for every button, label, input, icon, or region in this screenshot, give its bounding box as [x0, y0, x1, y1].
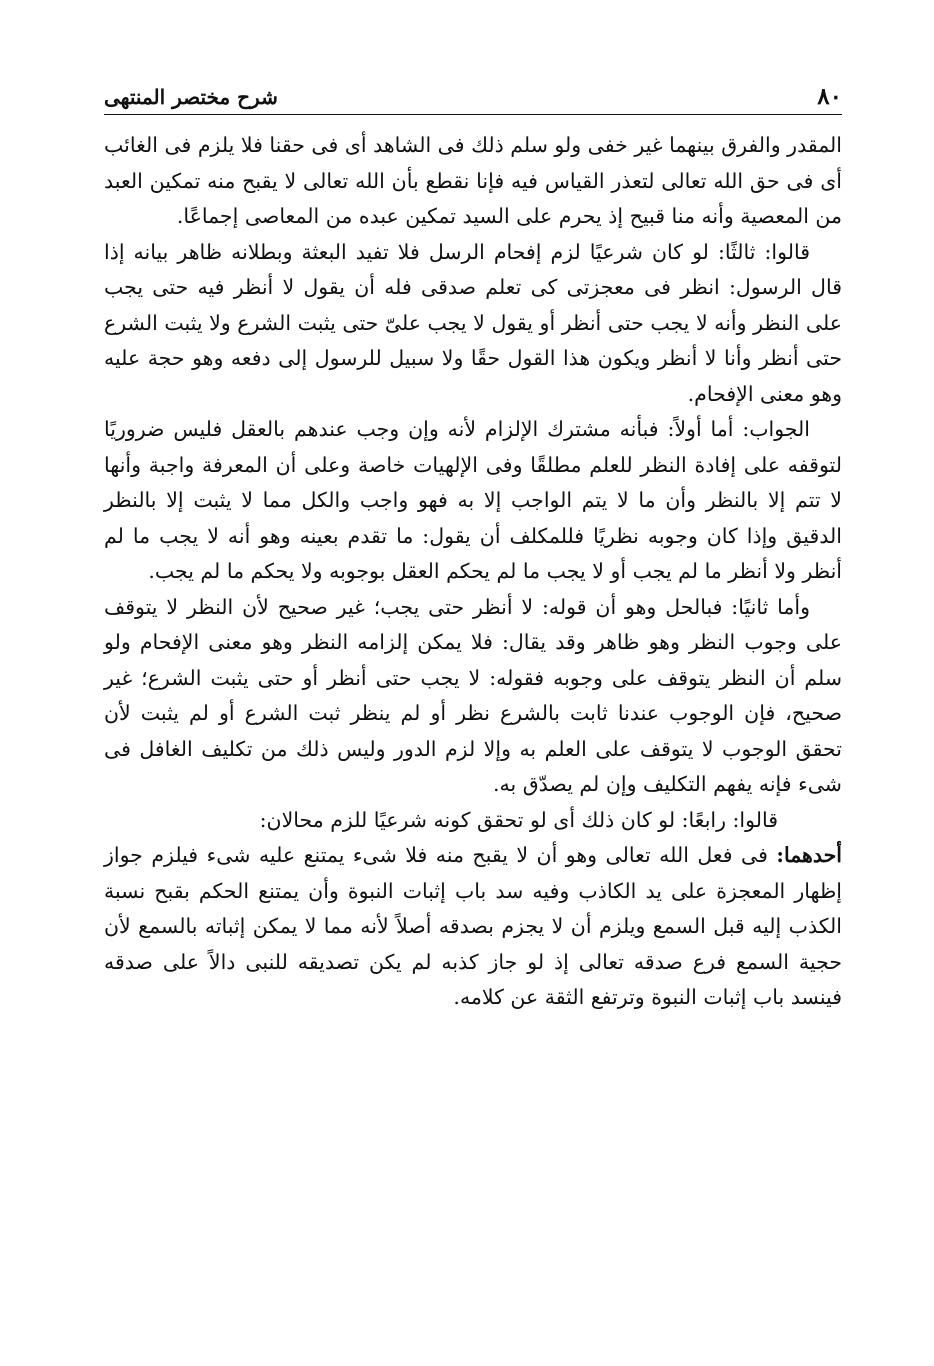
paragraph-text: الجواب: أما أولاً: فبأنه مشترك الإلزام لأنه وإن وجب عندهم بالعقل فليس ضروريًا لتوقفه على إفادة النظر للعلم مطلقًا وفى الإلهيات خاصة وعلى أن المعرفة واجبة وأنها لا تتم إلا بالنظر وأن ما لا يتم الواجب إلا به فهو واجب والكل مما لا يثبت إلا بالنظر الدقيق وإذا كان وجوبه نظريًا فللمكلف أن يقول: ما تقدم بعينه وهو أنه لا يجب ما لم أنظر ولا أنظر ما لم يجب أو لا يجب ما لم يحكم العقل بوجوبه ولا يحكم ما لم يجب.	[104, 417, 842, 583]
page-number: ٨٠	[817, 83, 842, 110]
paragraph	[104, 838, 842, 1016]
paragraph-text: المقدر والفرق بينهما غير خفى ولو سلم ذلك فى الشاهد أى فى حقنا فلا يلزم فى الغائب أى فى حق الله تعالى لتعذر القياس فيه فإنا نقطع بأن الله تعالى لا يقبح منه تمكين العبد من المعصية وأنه منا قبيح إذ يحرم على السيد تمكين عبده من المعاصى إجماعًا.	[104, 133, 842, 228]
paragraph-text: قالوا: ثالثًا: لو كان شرعيًا لزم إفحام الرسل فلا تفيد البعثة وبطلانه ظاهر بيانه إذا قال الرسول: انظر فى معجزتى كى تعلم صدقى فله أن يقول لا أنظر فيه حتى يجب على النظر وأنه لا يجب حتى أنظر أو يقول لا يجب علىّ حتى يثبت الشرع ولا يثبت الشرع حتى أنظر وأنا لا أنظر ويكون هذا القول حقًا ولا سبيل للرسول إلى دفعه وهو حجة عليه وهو معنى الإفحام.	[104, 239, 842, 406]
paragraph-text: قالوا: رابعًا: لو كان ذلك أى لو تحقق كونه شرعيًا للزم محالان:	[259, 807, 778, 832]
paragraph-text: فى فعل الله تعالى وهو أن لا يقبح منه فلا شىء يمتنع عليه شىء فيلزم جواز إظهار المعجزة على يد الكاذب وفيه سد باب إثبات النبوة وأن يمتنع الحكم بقبح نسبة الكذب إليه قبل السمع ويلزم أن لا يجزم بصدقه أصلاً لأنه مما لا يمكن إثباته بالسمع لأن حجية السمع فرع صدقه تعالى إذ لو جاز كذبه لم يكن تصديقه للنبى دالاً على صدقه فينسد باب إثبات النبوة وترتفع الثقة عن كلامه.	[104, 843, 842, 1009]
paragraph	[104, 128, 842, 235]
paragraph	[104, 590, 842, 803]
paragraph	[104, 803, 842, 839]
header-divider	[104, 114, 842, 115]
paragraph-lead: أحدهما:	[776, 843, 842, 867]
paragraph	[104, 412, 842, 590]
paragraph-text: وأما ثانيًا: فبالحل وهو أن قوله: لا أنظر حتى يجب؛ غير صحيح لأن النظر لا يتوقف على وجوب النظر وهو ظاهر وقد يقال: فلا يمكن إلزامه النظر وهو معنى الإفحام ولو سلم أن النظر يتوقف على وجوبه فقوله: لا يجب حتى أنظر أو حتى يثبت الشرع؛ غير صحيح، فإن الوجوب عندنا ثابت بالشرع نظر أو لم ينظر ثبت الشرع أو لم يثبت لأن تحقق الوجوب لا يتوقف على العلم به وإلا لزم الدور وليس ذلك من تكليف الغافل فى شىء فإنه يفهم التكليف وإن لم يصدّق به.	[104, 594, 842, 796]
body-text	[104, 128, 842, 1016]
paragraph	[104, 235, 842, 413]
page-header	[104, 82, 842, 112]
running-title: شرح مختصر المنتهى	[104, 85, 278, 109]
